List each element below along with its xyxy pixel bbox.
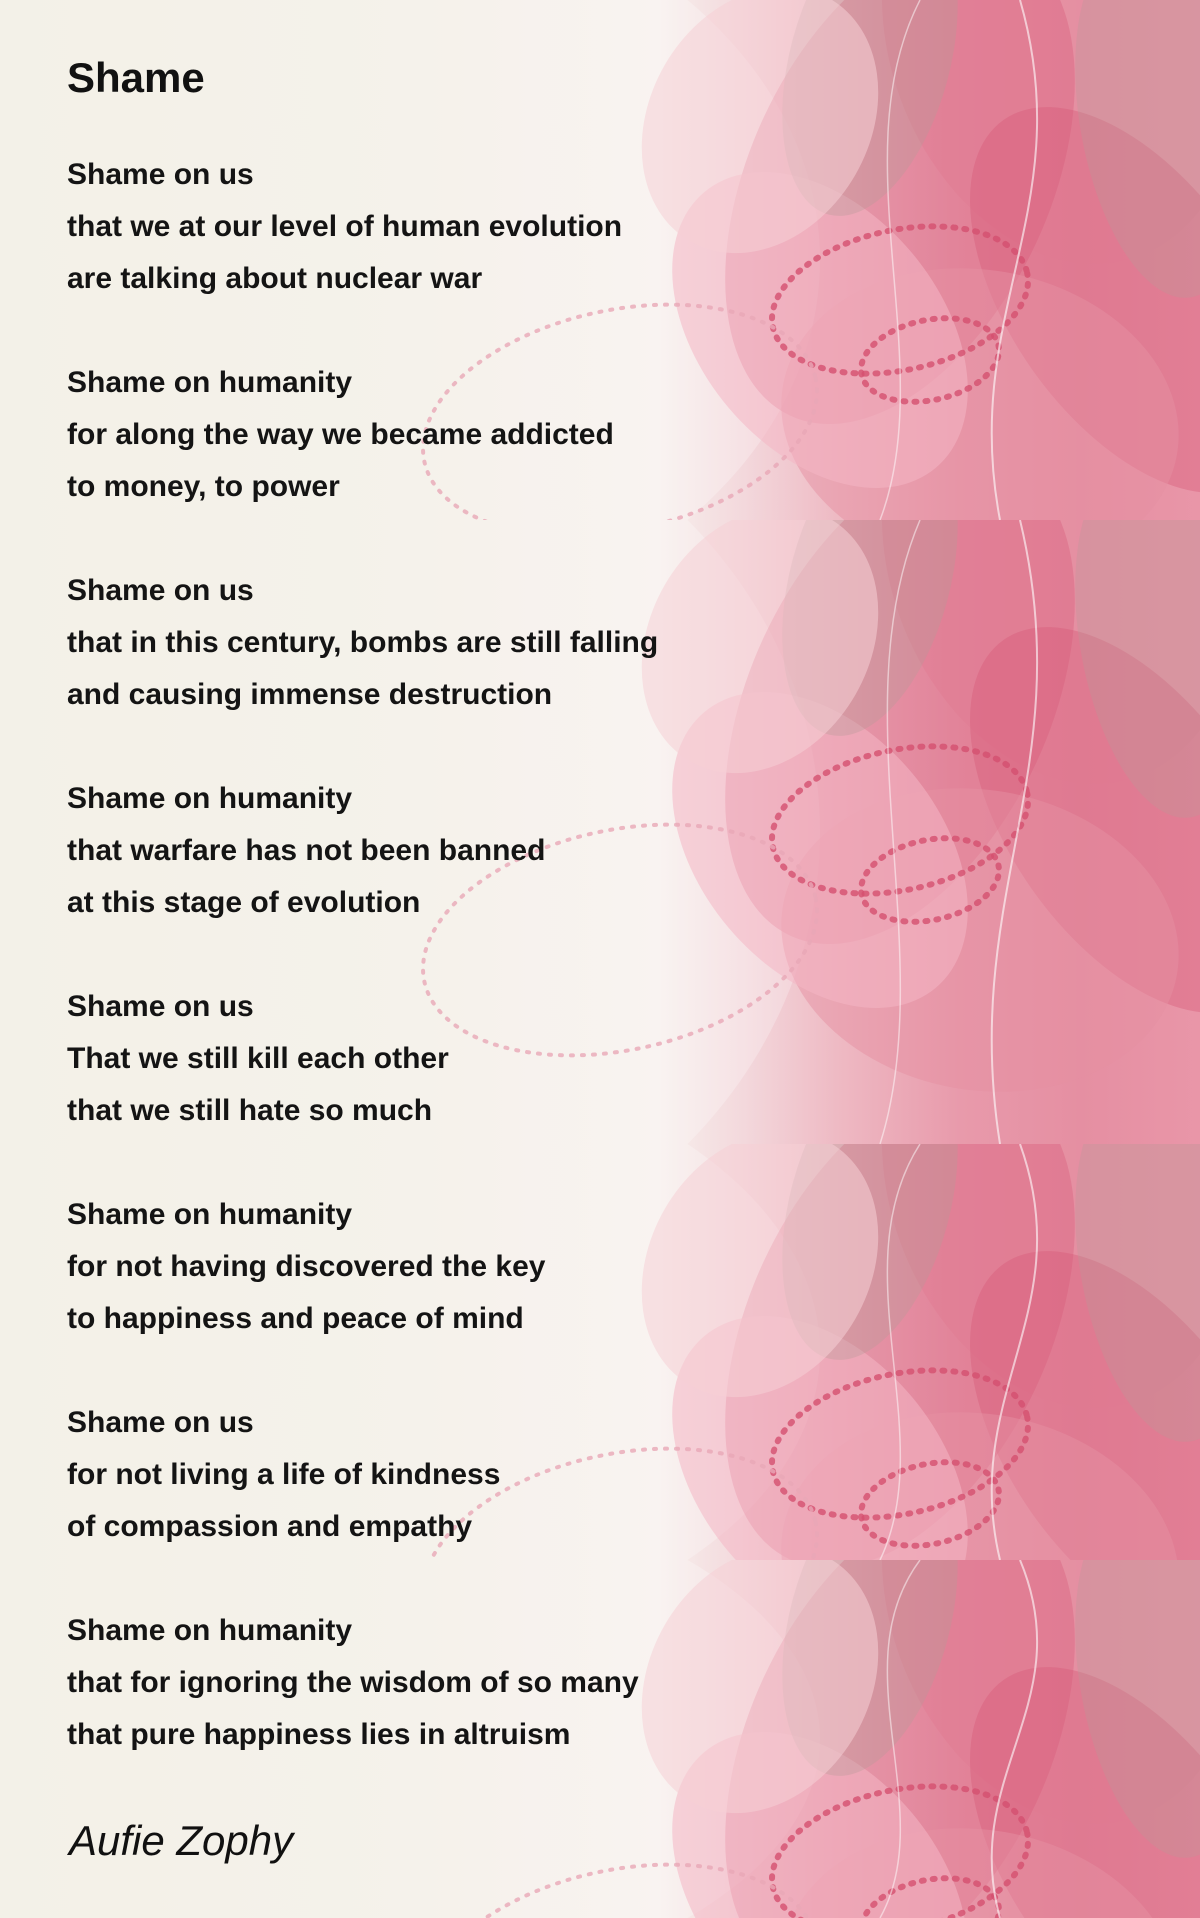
stanza (67, 1605, 787, 1761)
poem-line: for along the way we became addicted (67, 418, 614, 451)
poem-line: that warfare has not been banned (67, 834, 546, 867)
poem-line: Shame on us (67, 990, 254, 1023)
stanza (67, 1189, 787, 1345)
poem-line: and causing immense destruction (67, 678, 553, 711)
poem-line: Shame on us (67, 1406, 254, 1439)
poem-line: that in this century, bombs are still falling (67, 626, 659, 659)
stanza (67, 357, 787, 513)
poem-line: That we still kill each other (67, 1042, 449, 1075)
poem-line: at this stage of evolution (67, 886, 421, 919)
stanza (67, 773, 787, 929)
stanza (67, 565, 787, 721)
poem-line: are talking about nuclear war (67, 262, 483, 295)
poem-line: to happiness and peace of mind (67, 1302, 524, 1335)
poem-line: Shame on humanity (67, 1614, 353, 1647)
poem-line: of compassion and empathy (67, 1510, 473, 1543)
poem-line: for not having discovered the key (67, 1250, 546, 1283)
poem-line: that we at our level of human evolution (67, 210, 623, 243)
stanza (67, 1397, 787, 1553)
poem-title: Shame (67, 54, 205, 101)
poem-line: Shame on us (67, 574, 254, 607)
poem-line: that we still hate so much (67, 1094, 433, 1127)
poem-line: Shame on us (67, 158, 254, 191)
poem-line: Shame on humanity (67, 782, 353, 815)
poem-line: for not living a life of kindness (67, 1458, 501, 1491)
poem-author: Aufie Zophy (69, 1817, 294, 1864)
stanza (67, 981, 787, 1137)
stanza (67, 149, 787, 305)
poem-line: to money, to power (67, 470, 340, 503)
poem-line: that pure happiness lies in altruism (67, 1718, 571, 1751)
poem-line: Shame on humanity (67, 366, 353, 399)
poem-line: Shame on humanity (67, 1198, 353, 1231)
poem-line: that for ignoring the wisdom of so many (67, 1666, 639, 1699)
